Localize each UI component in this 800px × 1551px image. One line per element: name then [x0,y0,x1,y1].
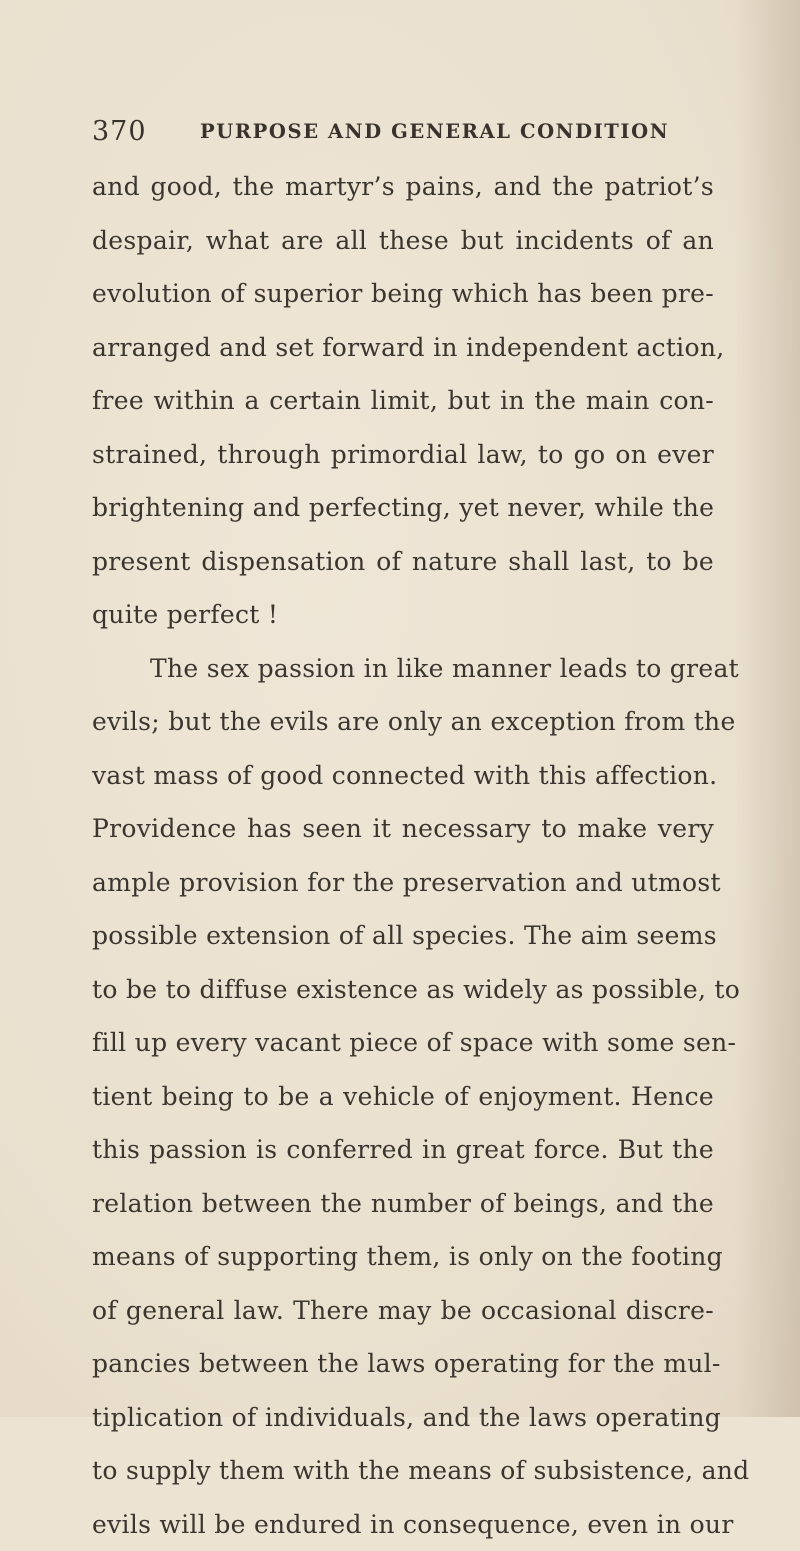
text-line: strained, through primordial law, to go on ever [92,428,714,482]
text-line: means of supporting them, is only on the footing [92,1230,714,1284]
body-text [92,160,714,1551]
page-number: 370 [92,116,147,147]
text-line: evils will be endured in consequence, even in our [92,1498,714,1551]
text-line: Providence has seen it necessary to make very [92,802,714,856]
text-line: ample provision for the preservation and utmost [92,856,714,910]
text-line: vast mass of good connected with this affection. [92,749,714,803]
text-line: fill up every vacant piece of space with some sen- [92,1016,714,1070]
text-line: pancies between the laws operating for the mul- [92,1337,714,1391]
text-line: of general law. There may be occasional discre- [92,1284,714,1338]
text-line: and good, the martyr’s pains, and the patriot’s [92,160,714,214]
text-line: this passion is conferred in great force. But the [92,1123,714,1177]
text-line: tient being to be a vehicle of enjoyment. Hence [92,1070,714,1124]
text-line: brightening and perfecting, yet never, while the [92,481,714,535]
text-line: free within a certain limit, but in the main con- [92,374,714,428]
paragraph-end-line: quite perfect ! [92,588,714,642]
text-line: possible extension of all species. The aim seems [92,909,714,963]
paragraph-start-line: The sex passion in like manner leads to great [92,642,714,696]
text-line: to be to diffuse existence as widely as possible, to [92,963,714,1017]
text-line: despair, what are all these but incidents of an [92,214,714,268]
text-line: relation between the number of beings, and the [92,1177,714,1231]
text-line: evils; but the evils are only an exception from the [92,695,714,749]
text-line: to supply them with the means of subsistence, and [92,1444,714,1498]
text-line: evolution of superior being which has been pre- [92,267,714,321]
text-line: present dispensation of nature shall last, to be [92,535,714,589]
text-line: tiplication of individuals, and the laws operating [92,1391,714,1445]
text-line: arranged and set forward in independent action, [92,321,714,375]
page-header [92,116,732,152]
running-head: PURPOSE AND GENERAL CONDITION [200,120,669,143]
